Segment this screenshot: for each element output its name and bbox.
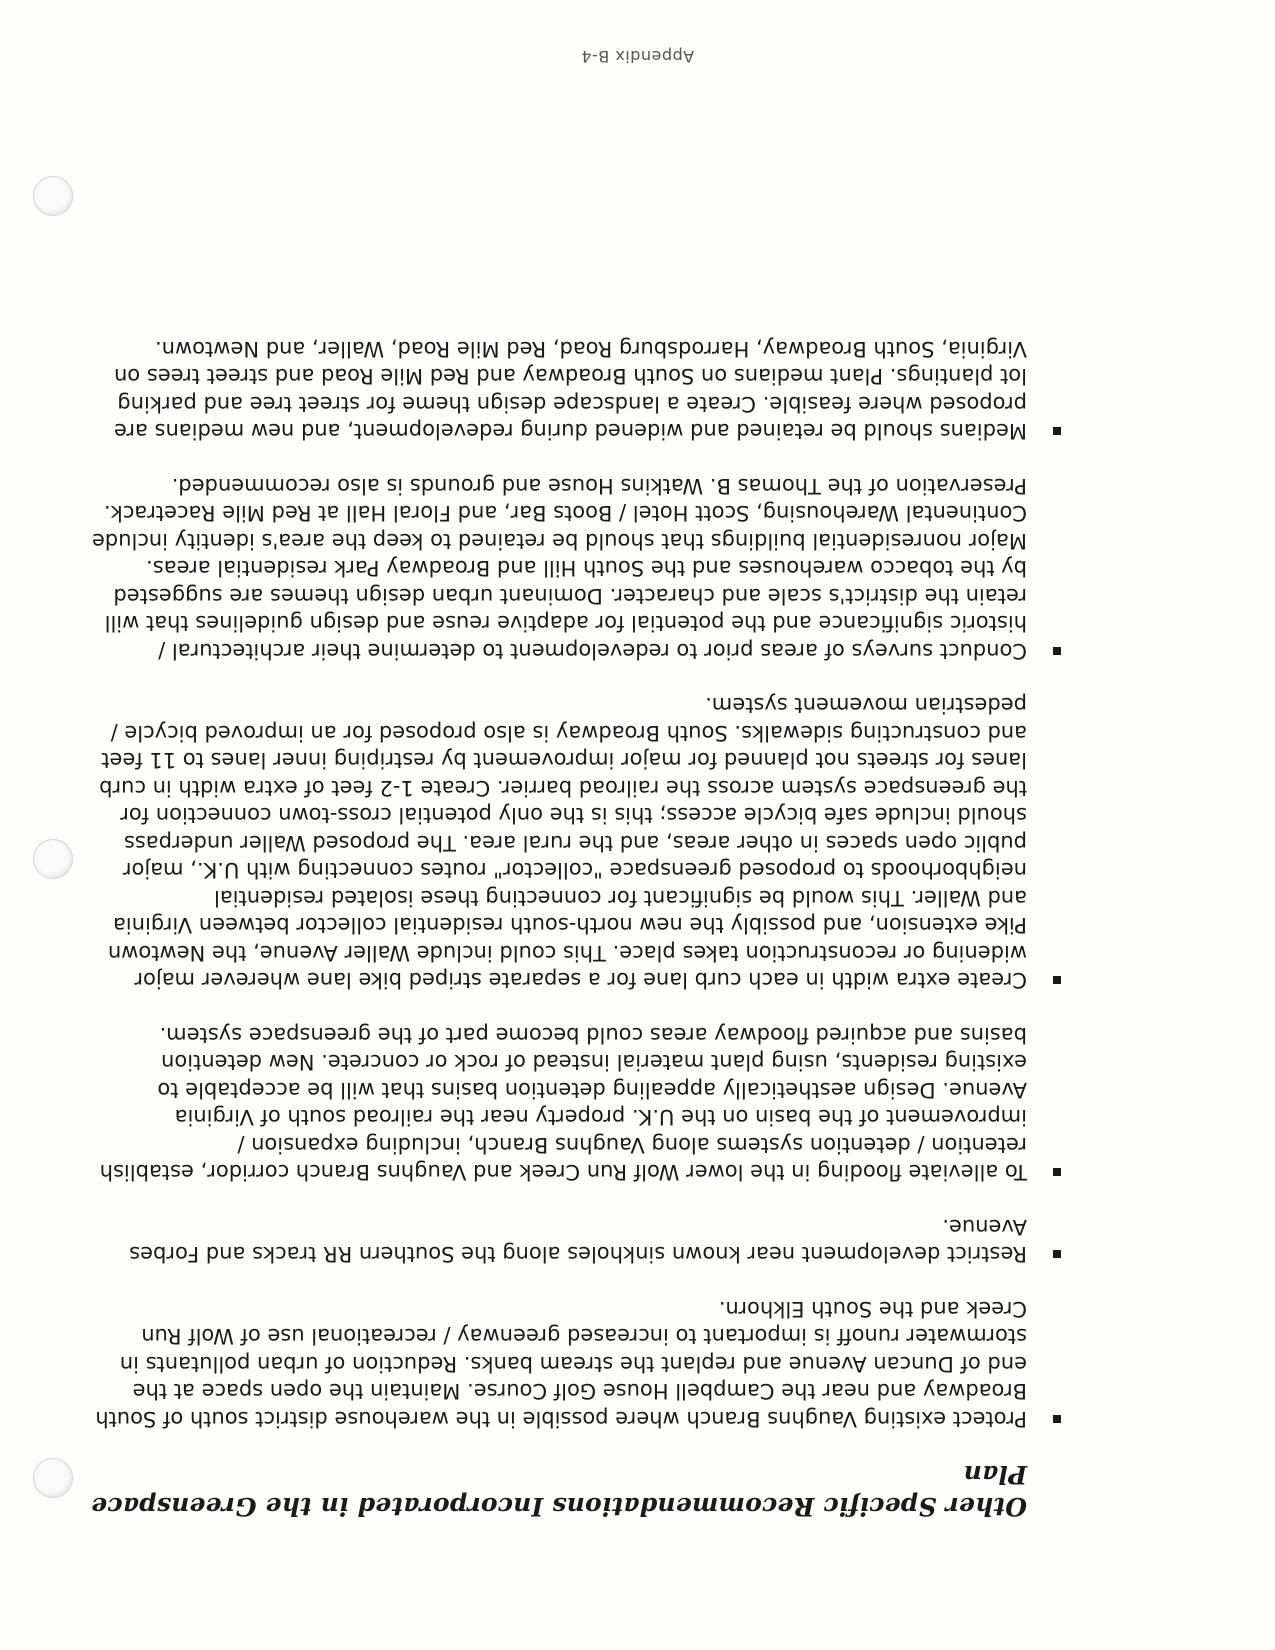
binder-hole [33,1458,73,1498]
list-item-text: Medians should be retained and widened during redevelopment, and new medians are proposed where feasible. Create a landscape design theme for street tree and parking lot plantings. Plant medians on South Broadway and Red Mile Road and street trees on Virginia, South Broadway, Harrodsburg Road, Red Mile Road, Waller, and Newtown. [113,337,1027,444]
list-item [91,1295,1027,1433]
list-item-text: To alleviate flooding in the lower Wolf Run Creek and Vaughns Branch corridor, establish retention / detention systems along Vaughns Branch, including expansion / improvement of the basin on the U.K. property near the railroad south of Virginia Avenue. Design aesthetically appealing detention basins that will be acceptable to existing residents, using plant material instead of rock or concrete. New detention basins and acquired floodway areas could become part of the greenspace system. [99,1023,1027,1185]
bullet-icon [1053,428,1061,436]
bullet-icon [1053,1251,1061,1259]
bullet-icon [1053,1169,1061,1177]
section-heading: Other Specific Recommendations Incorporated in the Greenspace Plan [91,1460,1027,1521]
page-footer: Appendix B-4 [580,47,695,66]
list-item-text: Create extra width in each curb lane for a separate striped bike lane wherever major widening or reconstruction takes place. This could include Waller Avenue, the Newtown Pike extension, and possibly the new north-south residential collector between Virginia and Waller. This would be significant for connecting these isolated residential neighborhoods to proposed greenspace "collector" routes connecting with U.K., major public open spaces in other areas, and the rural area. The proposed Waller underpass should include safe bicycle access; this is the only potential cross-town connection for the greenspace system across the railroad barrier. Create 1-2 feet of extra width in curb lanes for streets not planned for major improvement by restriping inner lanes to 11 feet and constructing sidewalks. South Broadway is also proposed for an improved bicycle / pedestrian movement system. [99,693,1027,993]
list-item-text: Conduct surveys of areas prior to redevelopment to determine their architectural / historic significance and the potential for adaptive reuse and design guidelines that will retain the district's scale and character. Dominant urban design themes are suggested by the tobacco warehouses and the South Hill and Broadway Park residential areas. Major nonresidential buildings that should be retained to keep the area's identity include Continental Warehousing, Scott Hotel / Boots Bar, and Floral Hall at Red Mile Racetrack. Preservation of the Thomas B. Watkins House and grounds is also recommended. [91,474,1027,663]
bullet-icon [1053,1415,1061,1423]
list-item-text: Protect existing Vaughns Branch where possible in the warehouse district south of South Broadway and near the Campbell House Golf Course. Maintain the open space at the end of Duncan Avenue and replant the stream banks. Reduction of urban pollutants in stormwater runoff is important to increased greenway / recreational use of Wolf Run Creek and the South Elkhorn. [95,1297,1027,1431]
list-item [91,1021,1027,1186]
list-item [91,472,1027,665]
list-item [91,335,1027,445]
list-item [91,1213,1027,1268]
list-item-text: Restrict development near known sinkholes along the Southern RR tracks and Forbes Avenue. [129,1215,1027,1267]
binder-hole [33,176,73,216]
bullet-icon [1053,977,1061,985]
binder-hole [33,839,73,879]
list-item [91,691,1027,994]
recommendations-list [91,335,1027,1433]
page-content [91,308,1027,1523]
bullet-icon [1053,647,1061,655]
